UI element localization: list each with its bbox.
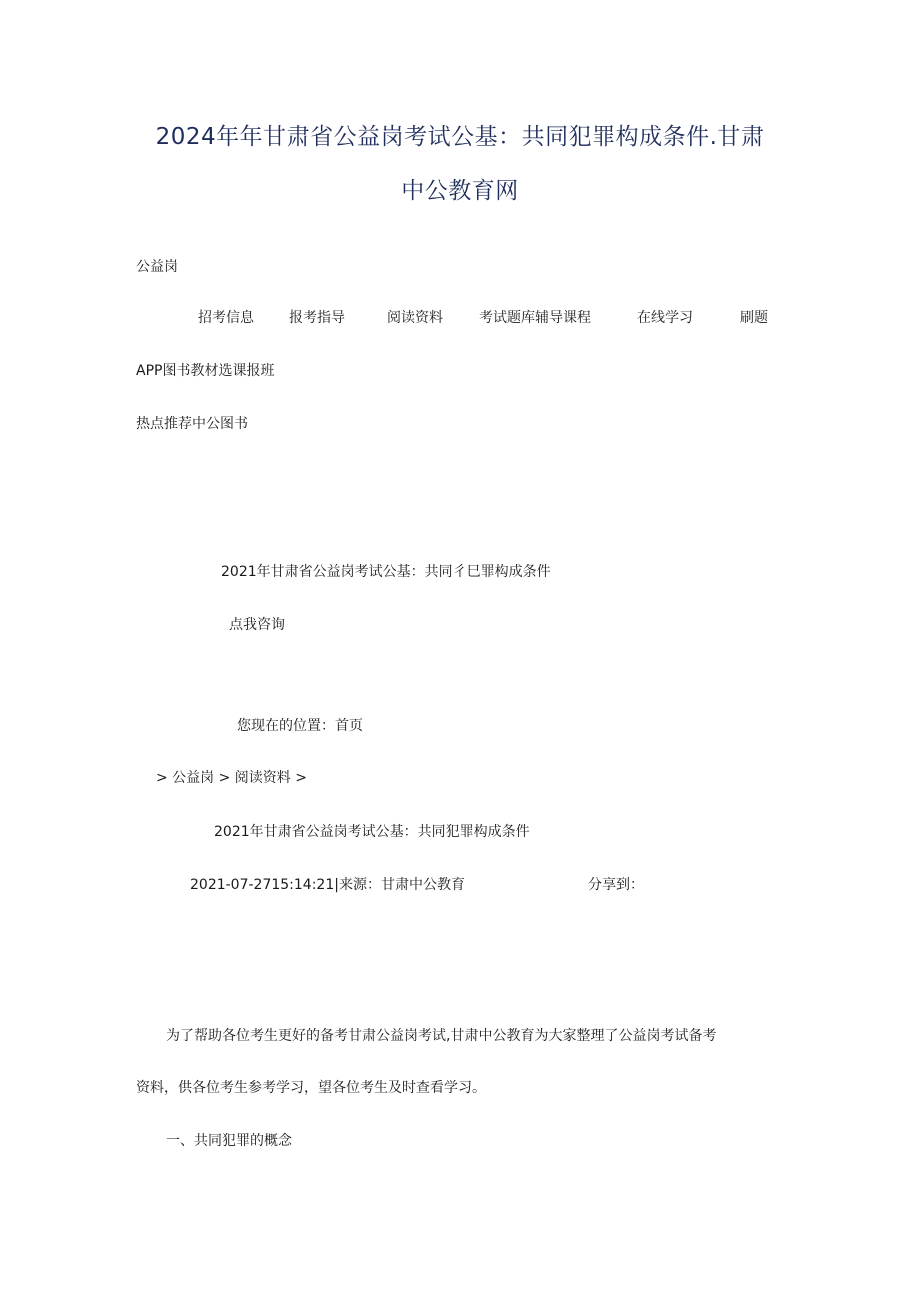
nav-item-question-bank[interactable]: 考试题库辅导课程 (479, 310, 591, 326)
consult-button[interactable]: 点我咨询 (229, 617, 285, 633)
article-intro-line1: 为了帮助各位考生更好的备考甘肃公益岗考试,甘肃中公教育为大家整理了公益岗考试备考 (166, 1028, 717, 1044)
section-heading-concept: 一、共同犯罪的概念 (166, 1133, 292, 1149)
nav-item-practice[interactable]: 刷题 (740, 310, 768, 326)
site-label-link[interactable]: 公益岗 (136, 259, 178, 275)
hot-recommend-link[interactable]: 热点推荐中公图书 (136, 416, 248, 432)
page-title-line1: 2024年年甘肃省公益岗考试公基：共同犯罪构成条件.甘肃 (155, 124, 765, 150)
breadcrumb-home[interactable]: 您现在的位置：首页 (237, 718, 363, 734)
article-intro-line2: 资料，供各位考生参考学习，望各位考生及时查看学习。 (136, 1080, 486, 1096)
article-title: 2021年甘肃省公益岗考试公基：共同犯罪构成条件 (214, 824, 530, 840)
nav-item-reading[interactable]: 阅读资料 (387, 310, 443, 326)
nav-item-recruit-info[interactable]: 招考信息 (198, 310, 254, 326)
nav-row2-app-books-courses[interactable]: APP图书教材选课报班 (136, 363, 275, 379)
banner-headline[interactable]: 2021年甘肃省公益岗考试公基：共同彳巳罪构成条件 (221, 564, 551, 580)
page-title-line2: 中公教育网 (401, 178, 519, 204)
nav-item-apply-guide[interactable]: 报考指导 (289, 310, 345, 326)
nav-item-online-study[interactable]: 在线学习 (637, 310, 693, 326)
article-meta: 2021-07-2715:14:21|来源：甘肃中公教育 (190, 877, 465, 893)
share-label[interactable]: 分享到： (588, 877, 644, 893)
breadcrumb-trail[interactable]: > 公益岗 > 阅读资料 > (156, 770, 307, 786)
